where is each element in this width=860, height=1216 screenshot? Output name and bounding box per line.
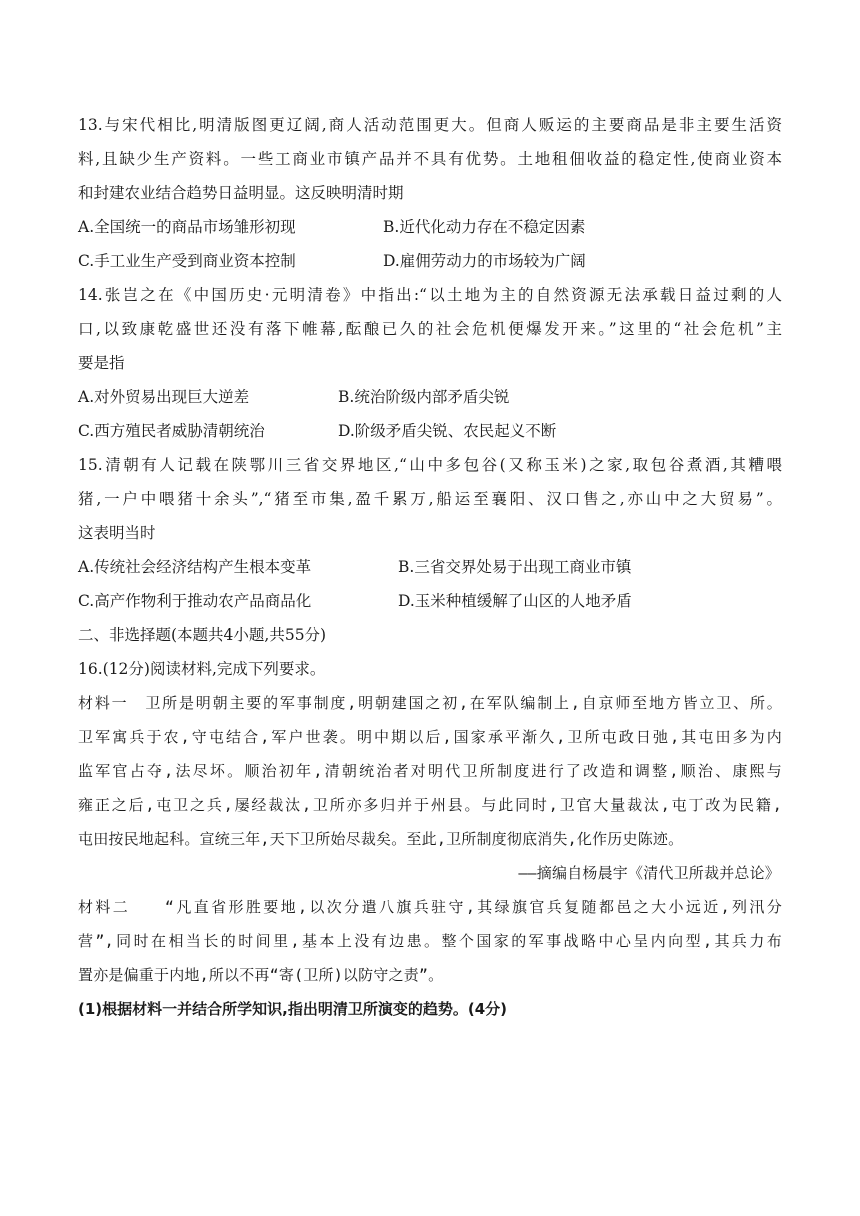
q13-option-d: D.雇佣劳动力的市场较为广阔 (383, 252, 586, 270)
q16-material-1 (78, 686, 782, 890)
material-2-label: 材料二 (78, 898, 131, 916)
q14-options-row-2 (78, 414, 782, 448)
q14-option-a: A.对外贸易出现巨大逆差 (78, 388, 250, 406)
material-1-source: ——摘编自杨晨宇《清代卫所裁并总论》 (518, 864, 780, 882)
q13-options-row-1 (78, 210, 782, 244)
q15-options-row-1 (78, 550, 782, 584)
q15-options-row-2 (78, 584, 782, 618)
q14-stem-line-1: 14.张岂之在《中国历史·元明清卷》中指出:“以土地为主的自然资源无法承载日益过剩的人 (78, 286, 782, 304)
q13-options-row-2 (78, 244, 782, 278)
q15-stem-line-1: 15.清朝有人记载在陕鄂川三省交界地区,“山中多包谷(又称玉米)之家,取包谷煮酒,其糟喂 (78, 456, 782, 474)
q14-options-row-1 (78, 380, 782, 414)
material-1-line-4: 雍正之后,屯卫之兵,屡经裁汰,卫所亦多归并于州县。与此同时,卫官大量裁汰,屯丁改为民籍, (78, 796, 782, 814)
material-2-text-1: “凡直省形胜要地,以次分遣八旗兵驻守,其绿旗官兵复随都邑之大小远近,列汛分 (164, 898, 782, 916)
q16-intro: 16.(12分)阅读材料,完成下列要求。 (78, 660, 326, 678)
q15-option-c: C.高产作物利于推动农产品商品化 (78, 592, 312, 610)
question-13 (78, 108, 782, 278)
q16-material-2 (78, 890, 782, 992)
material-2-line-2: 营”,同时在相当长的时间里,基本上没有边患。整个国家的军事战略中心呈内向型,其兵力布 (78, 932, 782, 950)
question-14 (78, 278, 782, 448)
section-2-heading: 二、非选择题(本题共4小题,共55分) (78, 626, 327, 644)
q15-option-d: D.玉米种植缓解了山区的人地矛盾 (398, 592, 632, 610)
q15-option-b: B.三省交界处易于出现工商业市镇 (398, 558, 632, 576)
q13-option-c: C.手工业生产受到商业资本控制 (78, 252, 296, 270)
material-1-line-1 (78, 686, 782, 720)
q16-subquestion-1: (1)根据材料一并结合所学知识,指出明清卫所演变的趋势。(4分) (78, 1000, 507, 1018)
q13-option-b: B.近代化动力存在不稳定因素 (383, 218, 586, 236)
question-16 (78, 652, 782, 1026)
q13-stem-line-3: 和封建农业结合趋势日益明显。这反映明清时期 (78, 184, 404, 202)
material-1-line-3: 监军官占夺,法尽坏。顺治初年,清朝统治者对明代卫所制度进行了改造和调整,顺治、康熙与 (78, 762, 782, 780)
q13-stem-line-2: 料,且缺少生产资料。一些工商业市镇产品并不具有优势。土地租佃收益的稳定性,使商业资本 (78, 150, 782, 168)
q15-stem-line-2: 猪,一户中喂猪十余头”,“猪至市集,盈千累万,船运至襄阳、汉口售之,亦山中之大贸易”。 (78, 490, 782, 508)
q14-stem-line-2: 口,以致康乾盛世还没有落下帷幕,酝酿已久的社会危机便爆发开来。”这里的“社会危机”主 (78, 320, 782, 338)
q14-option-c: C.西方殖民者威胁清朝统治 (78, 422, 265, 440)
q14-stem-line-3: 要是指 (78, 354, 125, 372)
q15-stem-line-3: 这表明当时 (78, 524, 156, 542)
q13-stem-line-1: 13.与宋代相比,明清版图更辽阔,商人活动范围更大。但商人贩运的主要商品是非主要生活资 (78, 116, 782, 134)
material-1-line-2: 卫军寓兵于农,守屯结合,军户世袭。明中期以后,国家承平渐久,卫所屯政日弛,其屯田多为内 (78, 728, 782, 746)
q15-option-a: A.传统社会经济结构产生根本变革 (78, 558, 312, 576)
q14-option-d: D.阶级矛盾尖锐、农民起义不断 (338, 422, 557, 440)
material-2-line-3: 置亦是偏重于内地,所以不再“寄(卫所)以防守之责”。 (78, 966, 444, 984)
q13-option-a: A.全国统一的商品市场雏形初现 (78, 218, 296, 236)
q14-option-b: B.统治阶级内部矛盾尖锐 (338, 388, 510, 406)
material-1-line-5: 屯田按民地起科。宣统三年,天下卫所始尽裁矣。至此,卫所制度彻底消失,化作历史陈迹。 (78, 830, 684, 848)
material-2-line-1 (78, 890, 782, 924)
material-1-label: 材料一 (78, 694, 129, 712)
question-15 (78, 448, 782, 618)
material-1-text-1: 卫所是明朝主要的军事制度,明朝建国之初,在军队编制上,自京师至地方皆立卫、所。 (145, 694, 782, 712)
exam-page (78, 108, 782, 1026)
